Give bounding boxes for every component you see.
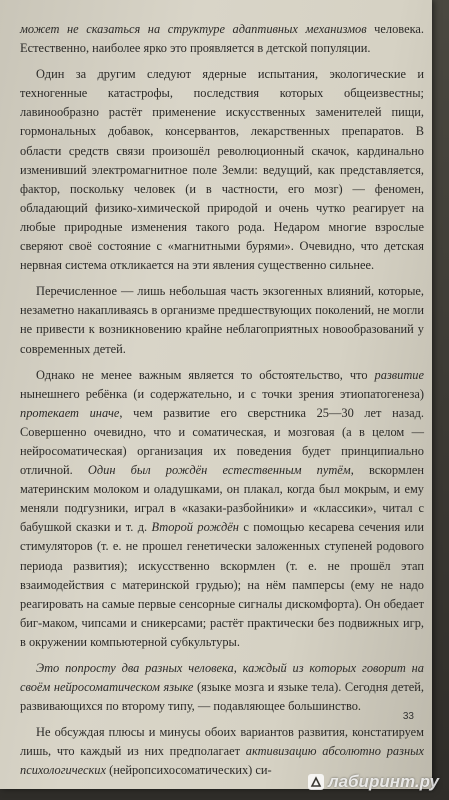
text-run: человека. Естественно, наиболее ярко это проявляется в детской популяции. bbox=[20, 22, 424, 56]
text-run: Не обсуждая плюсы и минусы обоих вариантов развития, констатируем лишь, что каждый из них предполагает bbox=[20, 725, 424, 759]
italic-run: Один был рождён естественным путём bbox=[87, 463, 351, 478]
paragraph bbox=[20, 20, 424, 58]
watermark-text: лабиринт.ру bbox=[328, 772, 439, 791]
paragraph bbox=[20, 65, 424, 275]
text-run: Один за другим следуют ядерные испытания, экологические и техногенные катастрофы, последствия которых общеизвестны; лавинообразно растёт применение искусственных заменителей пищи, гормональных добавок, консервантов, лекарственных препаратов. В области средств связи произошёл революционный скачок, кардинально изменивший электромагнитное поле Земли: ведущий, как представляется, фактор, поскольку человек (и в частности, его мозг) — феномен, обладающий физико-химической природой и очень чутко реагирует на любые природные изменения такого рода. Недаром многие взрослые сверяют своё состояние с «магнитными бурями». Очевидно, что детская нервная система откликается на эти явления существенно сильнее. bbox=[20, 67, 424, 273]
text-run: Однако не менее важным является то обстоятельство, что bbox=[36, 367, 375, 382]
text-run: нынешнего ребёнка (и содержательно, и с точки зрения этиопатогенеза) bbox=[20, 386, 424, 401]
labirint-logo-icon bbox=[308, 774, 324, 790]
italic-run: активизацию абсолютно разных психологических bbox=[20, 744, 424, 778]
italic-run: Второй рождён bbox=[151, 520, 239, 535]
paragraph bbox=[20, 282, 424, 358]
italic-run: может не сказаться на структуре адаптивных механизмов bbox=[20, 22, 367, 36]
text-run: (языке мозга и языке тела). Сегодня детей, развивающихся по второму типу, — подавляющее большинство. bbox=[20, 680, 424, 714]
italic-run: Это попросту два разных человека, каждый из которых говорит на своём нейросоматическом языке bbox=[20, 661, 424, 695]
page-text bbox=[20, 20, 424, 781]
text-run: , чем развитие его сверстника 25—30 лет назад. Совершенно очевидно, что и соматическая, и мозговая (а в целом — нейросоматическая) организация их поведения будет принципиально отличной. bbox=[20, 405, 424, 478]
paragraph bbox=[20, 659, 424, 716]
text-run: , вскормлен материнским молоком и оладушками, он плакал, когда был мокрым, и ему меняли подгузники, играл в «казаки-разбойники» и «классики», читал с бабушкой сказки и т. д. bbox=[20, 463, 424, 535]
page-number: 33 bbox=[402, 711, 414, 722]
paragraph bbox=[20, 366, 424, 652]
text-run: с помощью кесарева сечения или стимуляторов (т. е. не прошел генетически заложенных ступеней родового периода развития); искусственно вскормлен (т. е. не прошёл этап взаимодействия с материнской грудью); на нём памперсы (ему не надо реагировать на самые первые сенсорные сигналы дискомфорта). Он обедает биг-маком, чипсами и сникерсами; растёт практически без подвижных игр, в окружении компьютерной субкультуры. bbox=[20, 520, 424, 649]
italic-run: протекает иначе bbox=[20, 405, 120, 420]
text-run: (нейропсихосоматических) си- bbox=[105, 763, 272, 778]
text-run: Перечисленное — лишь небольшая часть экзогенных влияний, которые, незаметно накапливаясь в организме предшествующих поколений, не могли не привести к возникновению крайне неблагоприятных новообразований у современных детей. bbox=[20, 284, 424, 356]
watermark bbox=[308, 772, 439, 792]
italic-run: развитие bbox=[374, 367, 424, 382]
